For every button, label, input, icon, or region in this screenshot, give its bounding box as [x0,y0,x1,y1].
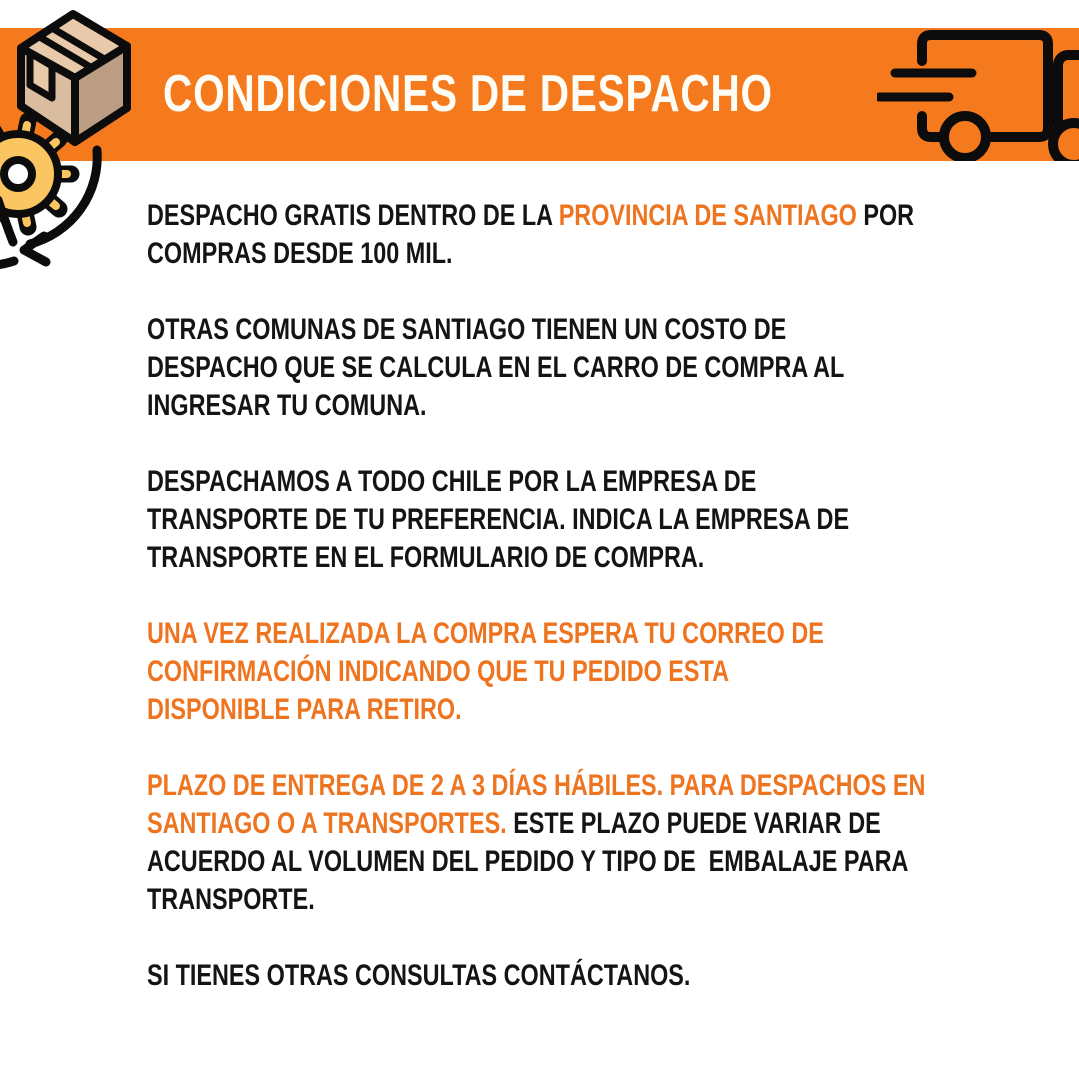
text-segment: INGRESAR TU COMUNA. [147,389,427,422]
text-segment-highlight: UNA VEZ REALIZADA LA COMPRA ESPERA TU CORREO DE [147,617,824,650]
text-line [147,311,1021,349]
text-segment: TRANSPORTE. [147,883,315,916]
paragraph-free-shipping [147,197,1021,273]
text-line [147,197,1021,235]
text-segment: TRANSPORTE EN EL FORMULARIO DE COMPRA. [147,541,705,574]
text-segment: OTRAS COMUNAS DE SANTIAGO TIENEN UN COSTO DE [147,313,787,346]
text-line [147,501,1021,539]
text-segment: TRANSPORTE DE TU PREFERENCIA. INDICA LA EMPRESA DE [147,503,850,536]
truck-wheel-front [944,116,986,158]
gear-hole [4,160,32,188]
text-segment: SI TIENES OTRAS CONSULTAS CONTÁCTANOS. [147,959,691,992]
text-line [147,805,1021,843]
text-segment-highlight: PROVINCIA DE SANTIAGO [558,199,857,232]
text-segment-highlight: SANTIAGO O A TRANSPORTES. [147,807,507,840]
text-line [147,349,1021,387]
text-segment-highlight: DISPONIBLE PARA RETIRO. [147,693,462,726]
text-line [147,957,1021,995]
paragraph-confirmation-email [147,615,1021,729]
text-line [147,463,1021,501]
text-line [147,843,1021,881]
text-line [147,615,1021,653]
package-gear-icon [0,6,150,298]
paragraph-delivery-time [147,767,1021,919]
paragraph-nationwide-shipping [147,463,1021,577]
paragraph-other-communes [147,311,1021,425]
text-line [147,235,1021,273]
text-segment-highlight: CONFIRMACIÓN INDICANDO QUE TU PEDIDO ESTA [147,655,729,688]
text-segment: ACUERDO AL VOLUMEN DEL PEDIDO Y TIPO DE EMBALAJE PARA [147,845,909,878]
header-banner [0,28,1079,161]
text-segment: DESPACHO QUE SE CALCULA EN EL CARRO DE COMPRA AL [147,351,845,384]
text-segment: DESPACHO GRATIS DENTRO DE LA [147,199,559,232]
text-segment: POR [856,199,915,232]
cardboard-box [21,14,127,142]
text-segment: DESPACHAMOS A TODO CHILE POR LA EMPRESA DE [147,465,757,498]
truck-wheel-rear [1053,123,1079,161]
text-segment-highlight: PLAZO DE ENTREGA DE 2 A 3 DÍAS HÁBILES. PARA DESPACHOS EN [147,769,926,802]
paragraph-contact [147,957,1021,995]
delivery-truck-icon [877,28,1079,161]
text-line [147,387,1021,425]
text-line [147,881,1021,919]
text-line [147,653,1021,691]
text-segment: COMPRAS DESDE 100 MIL. [147,237,453,270]
text-line [147,767,1021,805]
body-text [147,197,1021,1033]
page-title: CONDICIONES DE DESPACHO [163,64,773,123]
text-line [147,691,1021,729]
text-line [147,539,1021,577]
text-segment: ESTE PLAZO PUEDE VARIAR DE [506,807,881,840]
